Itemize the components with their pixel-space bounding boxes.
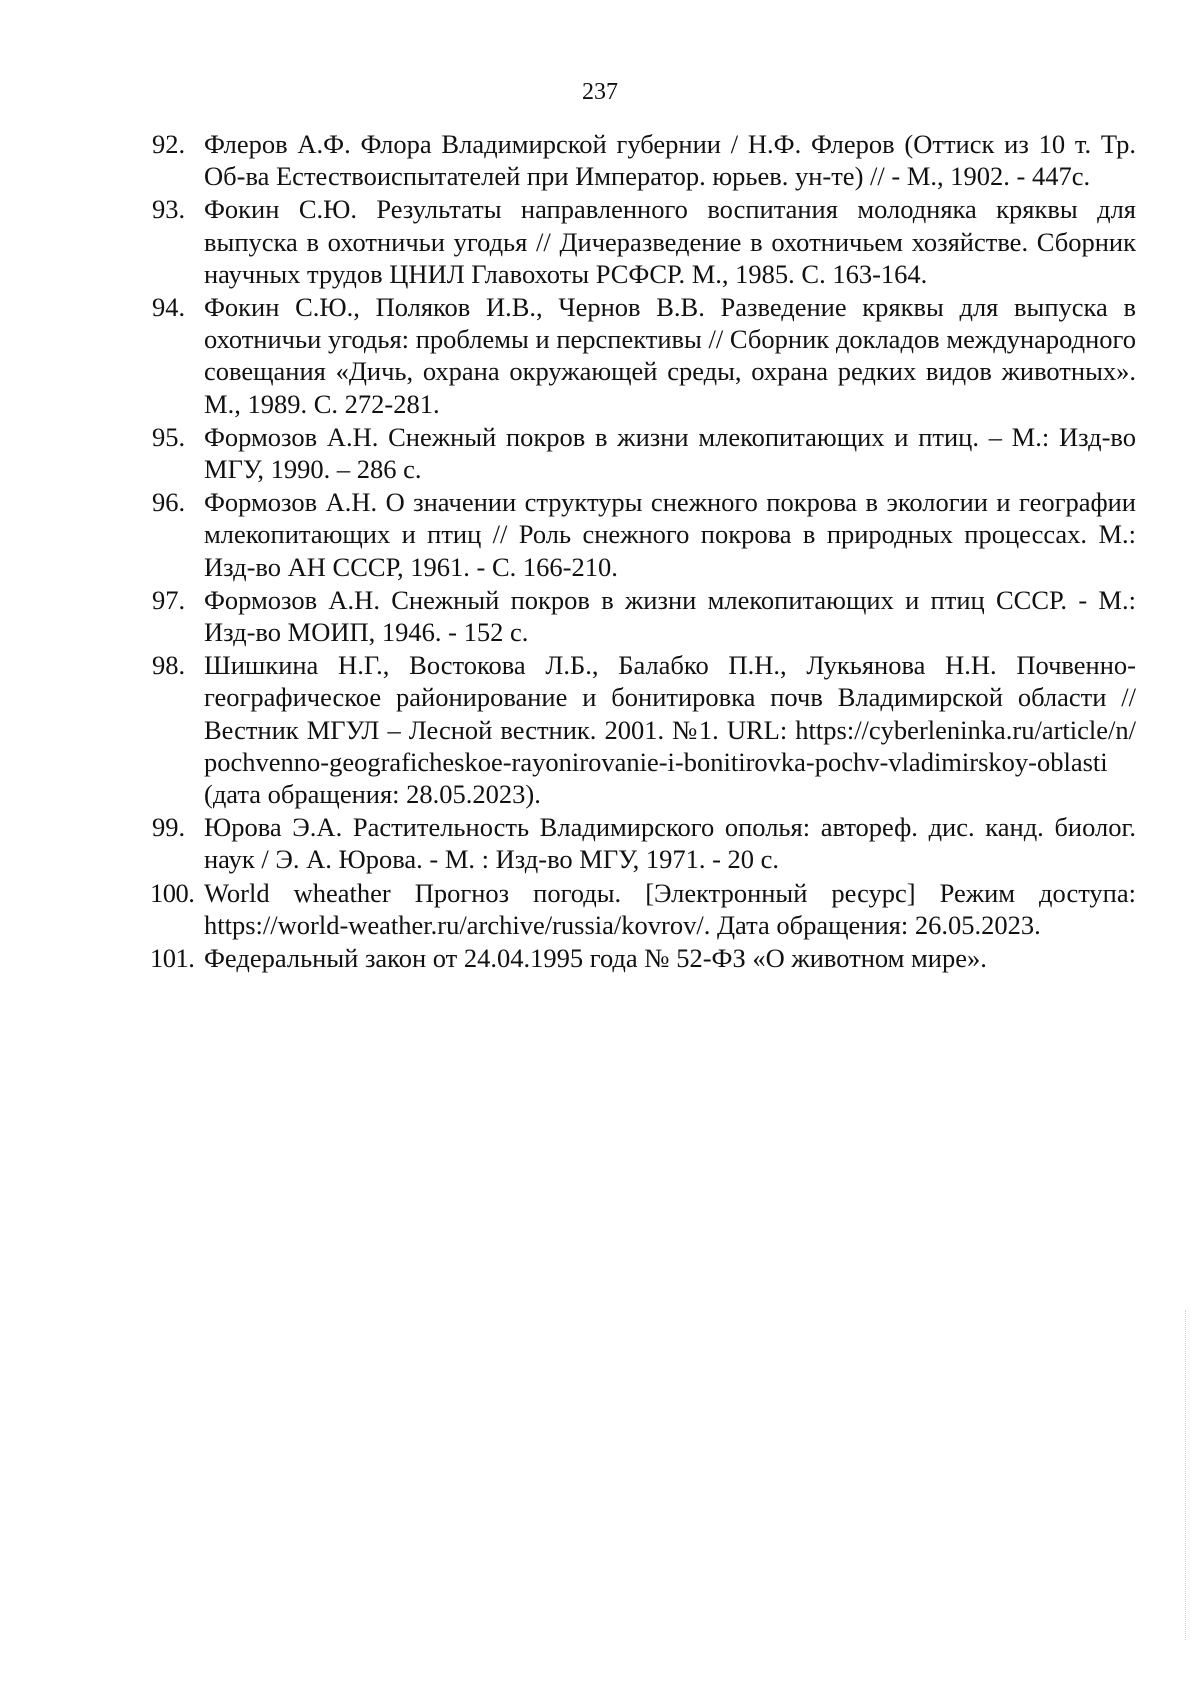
reference-text: World wheather Прогноз погоды. [Электронный ресурс] Режим доступа: https://world-weather.ru/archive/russia/kovrov/. Дата обращения: 26.05.2023. xyxy=(204,877,1136,940)
page-number: 237 xyxy=(582,79,618,105)
reference-number: 94. xyxy=(152,292,186,323)
reference-main-text: Шишкина Н.Г., Востокова Л.Б., Балабко П.Н., Лукьянова Н.Н. Почвенно-географическое районирование и бонитировка почв Владимирской области // Вестник МГУЛ – Лесной вестник. 2001. №1. URL: xyxy=(204,650,1136,745)
reference-number: 98. xyxy=(152,650,186,681)
reference-text: Формозов А.Н. О значении структуры снежного покрова в экологии и географии млекопитающих и птиц // Роль снежного покрова в природных процессах. М.: Изд-во АН СССР, 1961. - С. 166-210. xyxy=(204,487,1136,582)
reference-text xyxy=(204,649,1136,810)
reference-item-94 xyxy=(152,291,1136,420)
reference-text: Формозов А.Н. Снежный покров в жизни млекопитающих и птиц. – М.: Изд-во МГУ, 1990. – 286 с. xyxy=(204,421,1136,485)
reference-number: 100. xyxy=(150,877,195,908)
reference-url: https://cyberleninka.ru/article/n/pochvenno-geograficheskoe-rayonirovanie-i-bonitirovka-pochv-vladimirskoy-oblasti xyxy=(204,714,1137,777)
reference-number: 99. xyxy=(152,812,186,843)
reference-item-100 xyxy=(152,877,1136,941)
reference-item-97 xyxy=(152,584,1136,648)
reference-number: 95. xyxy=(152,421,186,452)
reference-number: 97. xyxy=(152,584,186,615)
reference-item-95 xyxy=(152,421,1136,485)
reference-number: 101. xyxy=(150,943,195,974)
reference-text: Фокин С.Ю., Поляков И.В., Чернов В.В. Разведение кряквы для выпуска в охотничьи угодья: проблемы и перспективы // Сборник докладов международного совещания «Дичь, охрана окружающей среды, охрана редких видов животных». М., 1989. С. 272-281. xyxy=(204,292,1136,419)
scan-edge-artifact xyxy=(1184,1310,1186,1640)
reference-text: Юрова Э.А. Растительность Владимирского ополья: автореф. дис. канд. биолог. наук / Э. А. Юрова. - М. : Изд-во МГУ, 1971. - 20 с. xyxy=(204,812,1136,875)
reference-number: 92. xyxy=(152,129,186,159)
reference-item-99 xyxy=(152,811,1136,875)
reference-text: Флеров А.Ф. Флора Владимирской губернии / Н.Ф. Флеров (Оттиск из 10 т. Тр. Об-ва Естествоиспытателей при Император. юрьев. ун-те) // - М., 1902. - 447с. xyxy=(204,129,1136,192)
reference-number: 96. xyxy=(152,487,186,518)
reference-item-101 xyxy=(152,942,1136,974)
reference-text: Фокин С.Ю. Результаты направленного воспитания молодняка кряквы для выпуска в охотничьи угодья // Дичеразведение в охотничьем хозяйстве. Сборник научных трудов ЦНИЛ Главохоты РСФСР. М., 1985. С. 163-164. xyxy=(204,194,1136,289)
reference-text: Формозов А.Н. Снежный покров в жизни млекопитающих и птиц СССР. - М.: Изд-во МОИП, 1946. - 152 с. xyxy=(204,584,1136,648)
reference-access-date: (дата обращения: 28.05.2023). xyxy=(204,779,541,810)
reference-item-93 xyxy=(152,193,1136,290)
reference-number: 93. xyxy=(152,194,186,225)
reference-item-92 xyxy=(152,128,1136,192)
reference-text: Федеральный закон от 24.04.1995 года № 52-ФЗ «О животном мире». xyxy=(204,943,987,974)
reference-list xyxy=(152,128,1136,975)
reference-item-98 xyxy=(152,649,1136,810)
reference-item-96 xyxy=(152,486,1136,583)
